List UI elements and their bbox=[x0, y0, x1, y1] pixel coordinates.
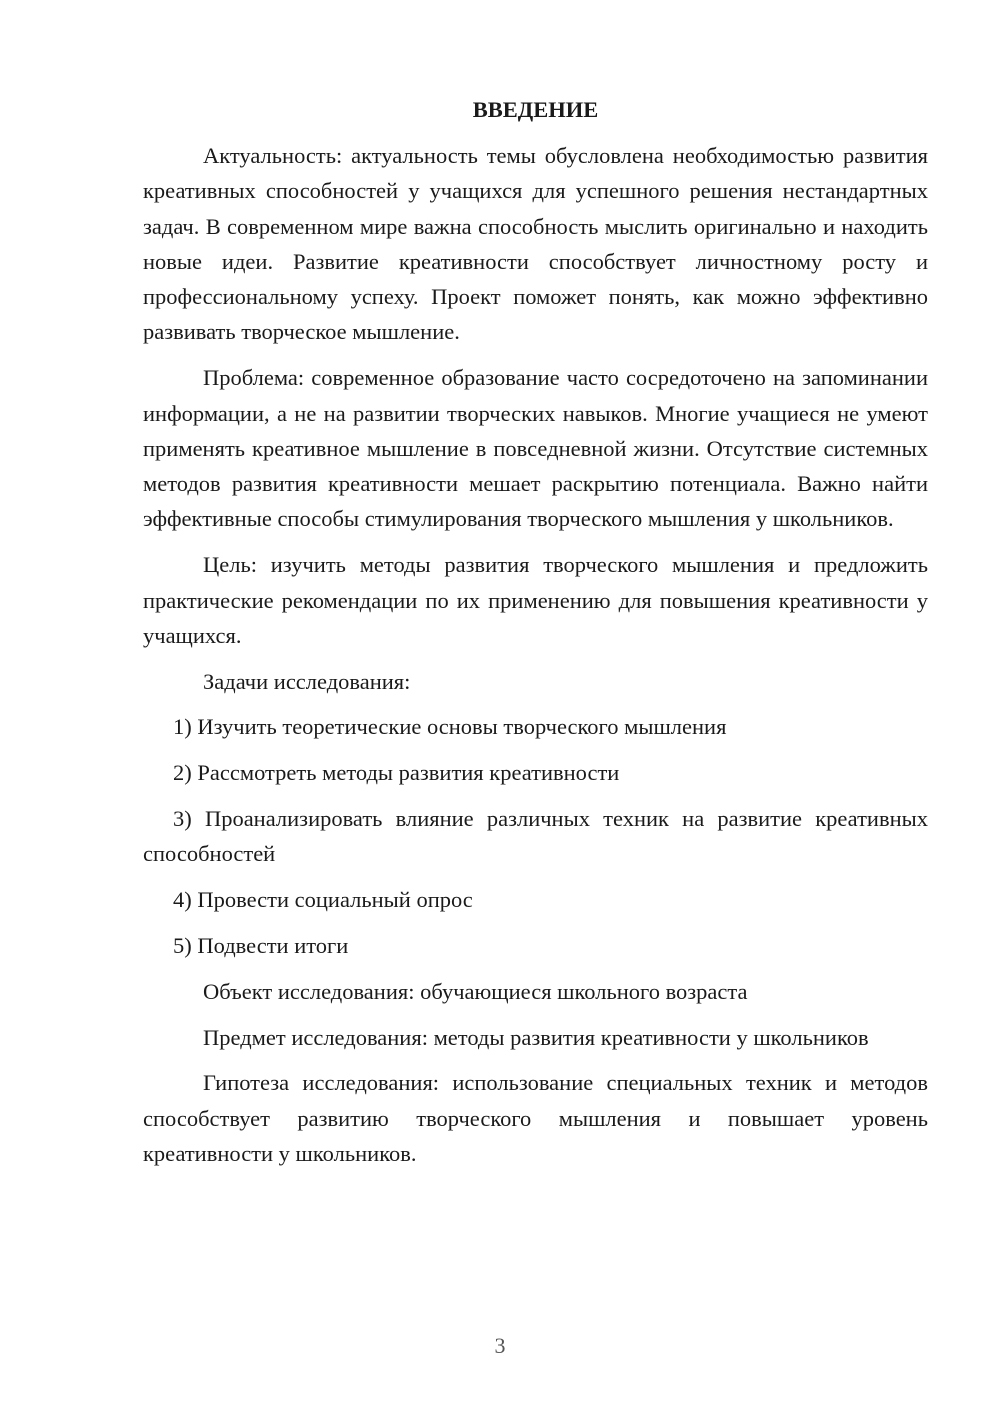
section-title: ВВЕДЕНИЕ bbox=[472, 97, 599, 122]
page-number: 3 bbox=[494, 1333, 506, 1358]
paragraph-hypothesis: Гипотеза исследования: использование специальных техник и методов способствует развитию творческого мышления и повышает уровень креативности у школьников. bbox=[143, 1070, 928, 1166]
paragraph-object: Объект исследования: обучающиеся школьного возраста bbox=[203, 978, 748, 1004]
tasks-heading: Задачи исследования: bbox=[203, 668, 411, 694]
paragraph-problem: Проблема: современное образование часто сосредоточено на запоминании информации, а не на развитии творческих навыков. Многие учащиеся не умеют применять креативное мышление в повседневной жизни. Отсутствие системных методов развития креативности мешает раскрытию потенциала. Важно найти эффективные способы стимулирования творческого мышления у школьников. bbox=[143, 365, 928, 532]
task-item-2: 2) Рассмотреть методы развития креативности bbox=[173, 760, 620, 786]
task-item-1: 1) Изучить теоретические основы творческого мышления bbox=[173, 714, 727, 740]
paragraph-relevance: Актуальность: актуальность темы обусловлена необходимостью развития креативных способностей у учащихся для успешного решения нестандартных задач. В современном мире важна способность мыслить оригинально и находить новые идеи. Развитие креативности способствует личностному росту и профессиональному успеху. Проект поможет понять, как можно эффективно развивать творческое мышление. bbox=[143, 143, 928, 345]
page-content bbox=[143, 92, 928, 1182]
task-item-4: 4) Провести социальный опрос bbox=[173, 887, 473, 913]
task-item-5: 5) Подвести итоги bbox=[173, 932, 349, 958]
paragraph-subject: Предмет исследования: методы развития креативности у школьников bbox=[203, 1024, 869, 1050]
task-item-3: 3) Проанализировать влияние различных техник на развитие креативных способностей bbox=[143, 806, 928, 867]
paragraph-goal: Цель: изучить методы развития творческого мышления и предложить практические рекомендации по их применению для повышения креативности у учащихся. bbox=[143, 552, 928, 648]
